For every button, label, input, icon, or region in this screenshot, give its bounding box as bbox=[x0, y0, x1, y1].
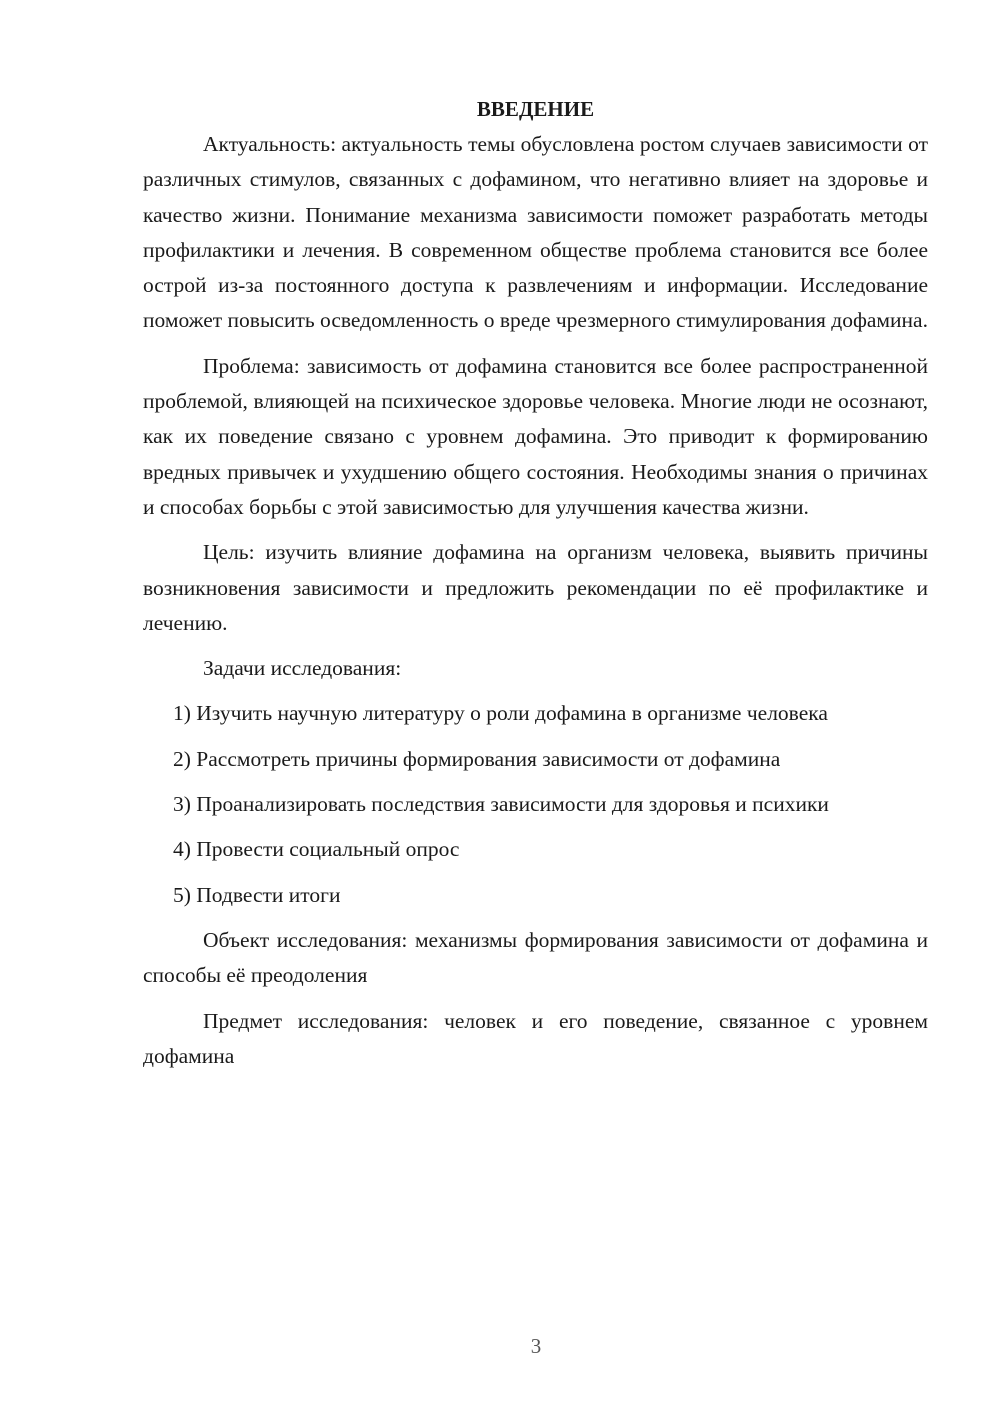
relevance-paragraph: Актуальность: актуальность темы обусловлена ростом случаев зависимости от различных стимулов, связанных с дофамином, что негативно влияет на здоровье и качество жизни. Понимание механизма зависимости поможет разработать методы профилактики и лечения. В современном обществе проблема становится все более острой из-за постоянного доступа к развлечениям и информации. Исследование поможет повысить осведомленность о вреде чрезмерного стимулирования дофамина. bbox=[143, 132, 928, 333]
task-item: 1) Изучить научную литературу о роли дофамина в организме человека bbox=[173, 701, 828, 726]
task-item: 3) Проанализировать последствия зависимости для здоровья и психики bbox=[173, 792, 829, 817]
task-item: 5) Подвести итоги bbox=[173, 882, 341, 907]
page-number: 3 bbox=[530, 1334, 542, 1358]
document-page bbox=[143, 92, 928, 1074]
tasks-heading: Задачи исследования: bbox=[203, 656, 402, 681]
task-item: 4) Провести социальный опрос bbox=[173, 837, 460, 862]
subject-paragraph: Предмет исследования: человек и его поведение, связанное с уровнем дофамина bbox=[143, 1008, 928, 1068]
task-item: 2) Рассмотреть причины формирования зависимости от дофамина bbox=[173, 746, 781, 771]
goal-paragraph: Цель: изучить влияние дофамина на организм человека, выявить причины возникновения зависимости и предложить рекомендации по её профилактике и лечению. bbox=[143, 540, 928, 635]
problem-paragraph: Проблема: зависимость от дофамина становится все более распространенной проблемой, влияющей на психическое здоровье человека. Многие люди не осознают, как их поведение связано с уровнем дофамина. Это приводит к формированию вредных привычек и ухудшению общего состояния. Необходимы знания о причинах и способах борьбы с этой зависимостью для улучшения качества жизни. bbox=[143, 353, 928, 519]
object-paragraph: Объект исследования: механизмы формирования зависимости от дофамина и способы её преодоления bbox=[143, 927, 928, 988]
section-heading: ВВЕДЕНИЕ bbox=[476, 97, 595, 121]
